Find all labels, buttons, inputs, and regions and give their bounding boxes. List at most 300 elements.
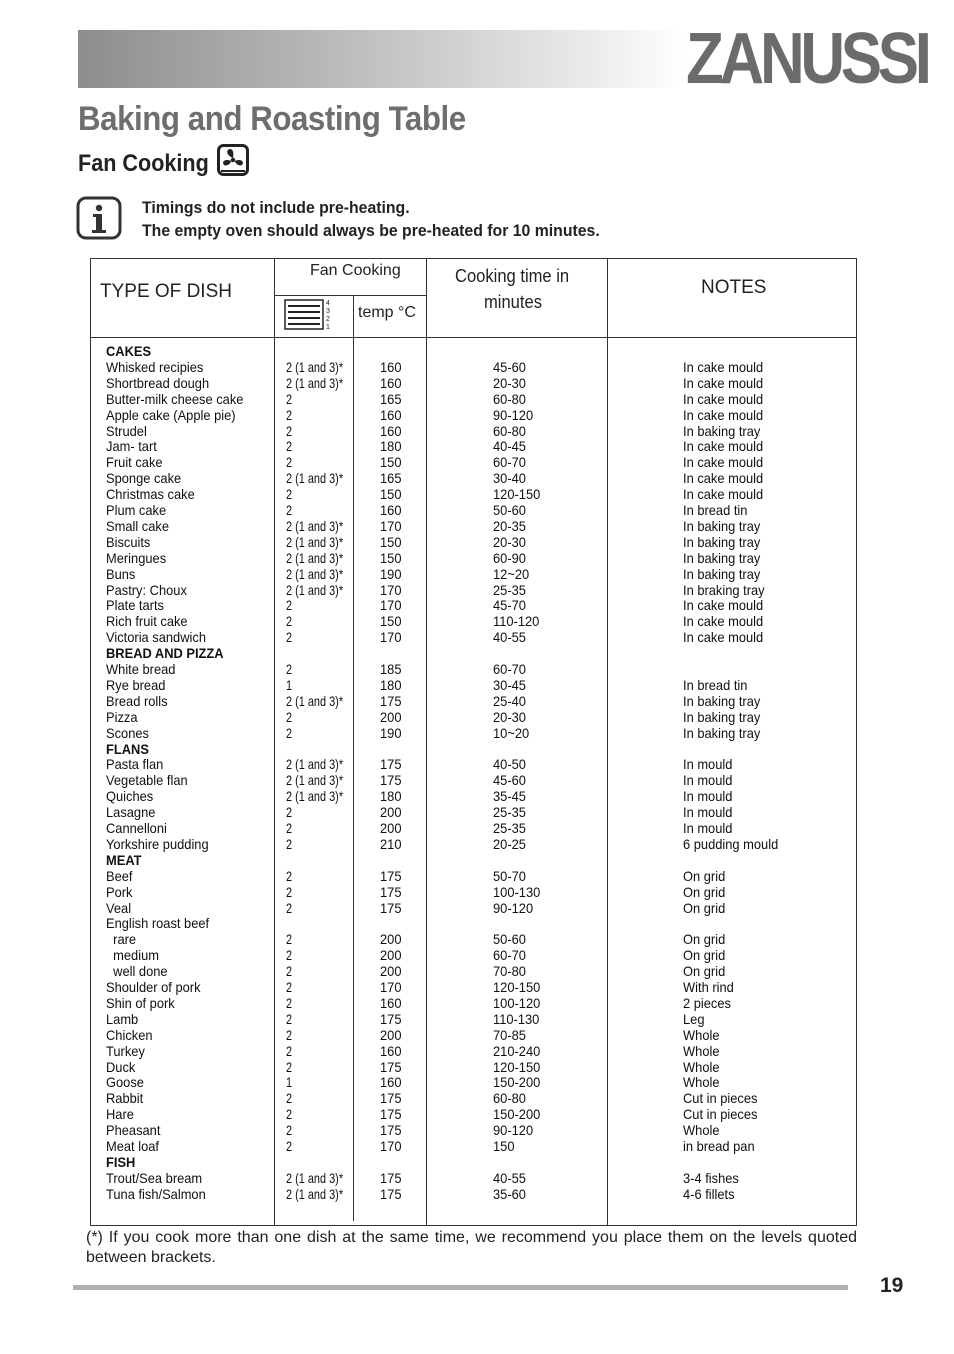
table-category-row xyxy=(0,1154,954,1170)
dish-cell: MEAT xyxy=(106,852,142,868)
dish-cell: Lasagne xyxy=(106,804,156,820)
level-cell: 2 xyxy=(286,931,293,947)
dish-cell: FLANS xyxy=(106,741,149,757)
time-cell: 100-120 xyxy=(493,995,541,1011)
temp-cell: 160 xyxy=(380,995,402,1011)
time-cell: 60-80 xyxy=(493,1090,526,1106)
time-cell: 20-30 xyxy=(493,534,526,550)
dish-cell: Meat loaf xyxy=(106,1138,159,1154)
dish-cell: medium xyxy=(106,947,159,963)
dish-cell: FISH xyxy=(106,1154,136,1170)
time-cell: 35-60 xyxy=(493,1186,526,1202)
level-cell: 2 xyxy=(286,963,293,979)
dish-cell: rare xyxy=(106,931,137,947)
level-cell: 2 xyxy=(286,1090,293,1106)
note-cell: In cake mould xyxy=(683,375,764,391)
time-cell: 45-60 xyxy=(493,359,526,375)
level-cell: 2 xyxy=(286,820,293,836)
time-cell: 30-45 xyxy=(493,677,526,693)
temp-cell: 150 xyxy=(380,486,402,502)
level-cell: 2 (1 and 3)* xyxy=(286,582,344,598)
time-cell: 10~20 xyxy=(493,725,530,741)
level-cell: 2 xyxy=(286,709,293,725)
temp-cell: 150 xyxy=(380,454,402,470)
table-row xyxy=(0,820,954,836)
fan-cooking-header-divider xyxy=(274,295,427,296)
note-cell: On grid xyxy=(683,884,726,900)
time-cell: 40-50 xyxy=(493,756,526,772)
note-cell: In braking tray xyxy=(683,582,765,598)
level-cell: 2 xyxy=(286,1043,293,1059)
note-cell: 4-6 fillets xyxy=(683,1186,735,1202)
table-row xyxy=(0,709,954,725)
level-cell: 2 xyxy=(286,995,293,1011)
note-cell: Whole xyxy=(683,1027,720,1043)
level-cell: 2 xyxy=(286,629,293,645)
table-row xyxy=(0,582,954,598)
note-cell: In bread tin xyxy=(683,677,748,693)
note-cell: Whole xyxy=(683,1043,720,1059)
table-row xyxy=(0,1074,954,1090)
shelf-level-number: 4 xyxy=(326,300,330,307)
temp-cell: 175 xyxy=(380,900,402,916)
note-cell: in bread pan xyxy=(683,1138,755,1154)
table-row xyxy=(0,550,954,566)
time-cell: 150-200 xyxy=(493,1106,541,1122)
temp-cell: 210 xyxy=(380,836,402,852)
time-cell: 60-70 xyxy=(493,661,526,677)
level-cell: 2 xyxy=(286,407,293,423)
table-row xyxy=(0,1043,954,1059)
temp-cell: 175 xyxy=(380,772,402,788)
table-row xyxy=(0,1138,954,1154)
time-cell: 70-80 xyxy=(493,963,526,979)
note-cell: In cake mould xyxy=(683,407,764,423)
level-cell: 2 (1 and 3)* xyxy=(286,550,344,566)
table-row xyxy=(0,1090,954,1106)
table-category-row xyxy=(0,741,954,757)
temp-cell: 165 xyxy=(380,391,402,407)
table-row xyxy=(0,502,954,518)
level-cell: 2 (1 and 3)* xyxy=(286,470,344,486)
temp-cell: 180 xyxy=(380,788,402,804)
table-category-row xyxy=(0,645,954,661)
level-cell: 2 (1 and 3)* xyxy=(286,772,344,788)
temp-cell: 180 xyxy=(380,438,402,454)
table-row xyxy=(0,423,954,439)
level-cell: 2 (1 and 3)* xyxy=(286,788,344,804)
table-row xyxy=(0,470,954,486)
level-cell: 2 xyxy=(286,1106,293,1122)
dish-cell: Pheasant xyxy=(106,1122,161,1138)
table-row xyxy=(0,788,954,804)
temp-cell: 200 xyxy=(380,963,402,979)
table-row xyxy=(0,534,954,550)
temp-cell: 190 xyxy=(380,566,402,582)
level-cell: 2 xyxy=(286,438,293,454)
dish-cell: Pasta flan xyxy=(106,756,164,772)
table-category-row xyxy=(0,852,954,868)
note-cell: 2 pieces xyxy=(683,995,731,1011)
temp-cell: 200 xyxy=(380,1027,402,1043)
table-row xyxy=(0,566,954,582)
time-cell: 20-30 xyxy=(493,375,526,391)
temp-cell: 175 xyxy=(380,1090,402,1106)
table-row xyxy=(0,931,954,947)
dish-cell: Quiches xyxy=(106,788,154,804)
note-cell: In cake mould xyxy=(683,359,764,375)
temp-cell: 200 xyxy=(380,947,402,963)
header-minutes: minutes xyxy=(484,292,542,312)
temp-cell: 200 xyxy=(380,820,402,836)
table-row xyxy=(0,772,954,788)
dish-cell: Chicken xyxy=(106,1027,153,1043)
temp-cell: 170 xyxy=(380,597,402,613)
level-cell: 2 (1 and 3)* xyxy=(286,566,344,582)
temp-cell: 200 xyxy=(380,709,402,725)
level-cell: 2 xyxy=(286,884,293,900)
level-cell: 2 xyxy=(286,423,293,439)
temp-cell: 175 xyxy=(380,1059,402,1075)
note-cell: In mould xyxy=(683,820,733,836)
dish-cell: Fruit cake xyxy=(106,454,163,470)
time-cell: 70-85 xyxy=(493,1027,526,1043)
note-cell: In baking tray xyxy=(683,550,761,566)
temp-cell: 175 xyxy=(380,1170,402,1186)
time-cell: 110-120 xyxy=(493,613,540,629)
table-row xyxy=(0,629,954,645)
level-cell: 2 (1 and 3)* xyxy=(286,1186,344,1202)
time-cell: 150 xyxy=(493,1138,515,1154)
dish-cell: Whisked recipies xyxy=(106,359,204,375)
note-cell: In cake mould xyxy=(683,454,764,470)
level-cell: 2 xyxy=(286,1011,293,1027)
time-cell: 25-35 xyxy=(493,804,526,820)
table-row xyxy=(0,661,954,677)
table-row xyxy=(0,836,954,852)
note-cell: On grid xyxy=(683,900,726,916)
table-row xyxy=(0,756,954,772)
level-cell: 1 xyxy=(286,677,293,693)
time-cell: 35-45 xyxy=(493,788,526,804)
note-cell: In bread tin xyxy=(683,502,748,518)
table-row xyxy=(0,359,954,375)
temp-cell: 175 xyxy=(380,868,402,884)
level-cell: 2 xyxy=(286,979,293,995)
temp-cell: 150 xyxy=(380,550,402,566)
temp-cell: 150 xyxy=(380,613,402,629)
time-cell: 60-70 xyxy=(493,947,526,963)
note-cell: In cake mould xyxy=(683,391,764,407)
info-icon xyxy=(76,196,122,240)
dish-cell: Rye bread xyxy=(106,677,166,693)
table-row xyxy=(0,884,954,900)
dish-cell: Yorkshire pudding xyxy=(106,836,209,852)
table-row xyxy=(0,677,954,693)
temp-cell: 170 xyxy=(380,582,402,598)
time-cell: 45-70 xyxy=(493,597,526,613)
temp-cell: 150 xyxy=(380,534,402,550)
table-row xyxy=(0,804,954,820)
dish-cell: Biscuits xyxy=(106,534,151,550)
temp-cell: 160 xyxy=(380,375,402,391)
dish-cell: BREAD AND PIZZA xyxy=(106,645,224,661)
temp-cell: 165 xyxy=(380,470,402,486)
time-cell: 210-240 xyxy=(493,1043,541,1059)
note-cell: Whole xyxy=(683,1074,720,1090)
dish-cell: White bread xyxy=(106,661,176,677)
time-cell: 25-40 xyxy=(493,693,526,709)
time-cell: 50-60 xyxy=(493,931,526,947)
temp-cell: 175 xyxy=(380,1011,402,1027)
dish-cell: Butter-milk cheese cake xyxy=(106,391,244,407)
header-notes: NOTES xyxy=(701,277,767,298)
dish-cell: Turkey xyxy=(106,1043,145,1059)
dish-cell: Goose xyxy=(106,1074,144,1090)
time-cell: 120-150 xyxy=(493,979,541,995)
table-row xyxy=(0,597,954,613)
temp-cell: 175 xyxy=(380,756,402,772)
table-row xyxy=(0,900,954,916)
page-number: 19 xyxy=(880,1274,904,1297)
dish-cell: Jam- tart xyxy=(106,438,157,454)
note-cell: 6 pudding mould xyxy=(683,836,779,852)
table-row xyxy=(0,693,954,709)
table-row xyxy=(0,868,954,884)
note-cell: In cake mould xyxy=(683,486,764,502)
time-cell: 40-55 xyxy=(493,629,526,645)
dish-cell: Plate tarts xyxy=(106,597,164,613)
dish-cell: Rabbit xyxy=(106,1090,144,1106)
header-cooking-time: Cooking time in xyxy=(455,266,570,286)
level-cell: 2 xyxy=(286,804,293,820)
level-cell: 2 xyxy=(286,900,293,916)
temp-cell: 170 xyxy=(380,1138,402,1154)
level-cell: 2 xyxy=(286,1122,293,1138)
temp-cell: 160 xyxy=(380,423,402,439)
time-cell: 90-120 xyxy=(493,407,534,423)
shelf-level-number: 3 xyxy=(326,308,330,315)
time-cell: 60-90 xyxy=(493,550,526,566)
level-cell: 2 (1 and 3)* xyxy=(286,1170,344,1186)
note-cell: In baking tray xyxy=(683,423,761,439)
note-cell: In baking tray xyxy=(683,518,761,534)
footnote: (*) If you cook more than one dish at the same time, we recommend you place them on the levels quoted between brackets. xyxy=(86,1229,857,1266)
temp-cell: 160 xyxy=(380,359,402,375)
section-subtitle: Fan Cooking xyxy=(78,150,209,177)
dish-cell: Hare xyxy=(106,1106,134,1122)
temp-cell: 160 xyxy=(380,1074,402,1090)
table-row xyxy=(0,375,954,391)
time-cell: 40-55 xyxy=(493,1170,526,1186)
temp-cell: 170 xyxy=(380,518,402,534)
note-cell: 3-4 fishes xyxy=(683,1170,739,1186)
time-cell: 100-130 xyxy=(493,884,541,900)
level-cell: 2 xyxy=(286,725,293,741)
level-cell: 2 xyxy=(286,1138,293,1154)
table-row xyxy=(0,1122,954,1138)
dish-cell: Veal xyxy=(106,900,132,916)
dish-cell: Apple cake (Apple pie) xyxy=(106,407,236,423)
dish-cell: Sponge cake xyxy=(106,470,182,486)
table-row xyxy=(0,1106,954,1122)
time-cell: 120-150 xyxy=(493,486,541,502)
header-fan-cooking: Fan Cooking xyxy=(310,262,401,279)
dish-cell: Rich fruit cake xyxy=(106,613,188,629)
temp-cell: 160 xyxy=(380,502,402,518)
temp-cell: 170 xyxy=(380,629,402,645)
table-header-divider xyxy=(90,337,857,338)
note-cell: With rind xyxy=(683,979,734,995)
temp-cell: 170 xyxy=(380,979,402,995)
temp-cell: 175 xyxy=(380,884,402,900)
level-cell: 2 xyxy=(286,947,293,963)
dish-cell: Shortbread dough xyxy=(106,375,210,391)
time-cell: 45-60 xyxy=(493,772,526,788)
note-cell: Cut in pieces xyxy=(683,1106,758,1122)
dish-cell: Pork xyxy=(106,884,133,900)
table-row xyxy=(0,963,954,979)
note-cell: In cake mould xyxy=(683,597,764,613)
note-cell: In cake mould xyxy=(683,470,764,486)
header-gradient-bar xyxy=(78,30,686,88)
oven-shelf-levels-icon xyxy=(284,298,336,332)
temp-cell: 160 xyxy=(380,407,402,423)
table-row xyxy=(0,995,954,1011)
time-cell: 50-60 xyxy=(493,502,526,518)
time-cell: 60-80 xyxy=(493,423,526,439)
temp-cell: 200 xyxy=(380,931,402,947)
dish-cell: Lamb xyxy=(106,1011,139,1027)
brand-logo: ZANUSSI xyxy=(686,19,928,99)
note-cell: In mould xyxy=(683,756,733,772)
dish-cell: Victoria sandwich xyxy=(106,629,206,645)
temp-cell: 175 xyxy=(380,693,402,709)
dish-cell: English roast beef xyxy=(106,915,210,931)
level-cell: 2 xyxy=(286,836,293,852)
time-cell: 150-200 xyxy=(493,1074,541,1090)
level-cell: 2 (1 and 3)* xyxy=(286,534,344,550)
level-cell: 2 (1 and 3)* xyxy=(286,375,344,391)
time-cell: 50-70 xyxy=(493,868,526,884)
shelf-level-number: 2 xyxy=(326,316,330,323)
note-cell: Cut in pieces xyxy=(683,1090,758,1106)
dish-cell: Plum cake xyxy=(106,502,167,518)
time-cell: 20-25 xyxy=(493,836,526,852)
dish-cell: Cannelloni xyxy=(106,820,167,836)
time-cell: 120-150 xyxy=(493,1059,541,1075)
table-row xyxy=(0,725,954,741)
note-cell: On grid xyxy=(683,868,726,884)
temp-cell: 175 xyxy=(380,1186,402,1202)
level-cell: 2 xyxy=(286,613,293,629)
info-note-preheat-time: The empty oven should always be pre-heated for 10 minutes. xyxy=(142,221,600,240)
note-cell: On grid xyxy=(683,947,726,963)
dish-cell: Meringues xyxy=(106,550,167,566)
page-title: Baking and Roasting Table xyxy=(78,100,466,138)
level-cell: 2 (1 and 3)* xyxy=(286,693,344,709)
dish-cell: Pastry: Choux xyxy=(106,582,187,598)
table-row xyxy=(0,1170,954,1186)
level-cell: 2 (1 and 3)* xyxy=(286,518,344,534)
note-cell: In cake mould xyxy=(683,438,764,454)
level-cell: 2 xyxy=(286,454,293,470)
time-cell: 60-80 xyxy=(493,391,526,407)
time-cell: 25-35 xyxy=(493,820,526,836)
dish-cell: Beef xyxy=(106,868,133,884)
time-cell: 90-120 xyxy=(493,900,534,916)
time-cell: 20-35 xyxy=(493,518,526,534)
time-cell: 90-120 xyxy=(493,1122,534,1138)
time-cell: 12~20 xyxy=(493,566,530,582)
level-cell: 2 xyxy=(286,868,293,884)
level-cell: 1 xyxy=(286,1074,293,1090)
level-cell: 2 xyxy=(286,486,293,502)
temp-cell: 185 xyxy=(380,661,402,677)
dish-cell: CAKES xyxy=(106,343,152,359)
dish-cell: Christmas cake xyxy=(106,486,195,502)
header-temp: temp °C xyxy=(358,304,416,321)
note-cell: Whole xyxy=(683,1059,720,1075)
dish-cell: Strudel xyxy=(106,423,147,439)
note-cell: In cake mould xyxy=(683,613,764,629)
temp-cell: 180 xyxy=(380,677,402,693)
info-note-preheating: Timings do not include pre-heating. xyxy=(142,198,410,217)
time-cell: 20-30 xyxy=(493,709,526,725)
time-cell: 110-130 xyxy=(493,1011,540,1027)
table-row xyxy=(0,407,954,423)
level-cell: 2 xyxy=(286,661,293,677)
level-cell: 2 (1 and 3)* xyxy=(286,756,344,772)
temp-cell: 160 xyxy=(380,1043,402,1059)
time-cell: 60-70 xyxy=(493,454,526,470)
note-cell: On grid xyxy=(683,963,726,979)
table-row xyxy=(0,979,954,995)
table-row xyxy=(0,486,954,502)
table-row xyxy=(0,1059,954,1075)
note-cell: In mould xyxy=(683,788,733,804)
dish-cell: Buns xyxy=(106,566,136,582)
note-cell: Leg xyxy=(683,1011,705,1027)
fan-cooking-icon xyxy=(217,144,249,176)
dish-cell: Tuna fish/Salmon xyxy=(106,1186,206,1202)
level-cell: 2 (1 and 3)* xyxy=(286,359,344,375)
table-row xyxy=(0,613,954,629)
table-row xyxy=(0,1186,954,1202)
footer-bar xyxy=(73,1285,848,1290)
dish-cell: Shoulder of pork xyxy=(106,979,201,995)
note-cell: In baking tray xyxy=(683,725,761,741)
note-cell: In mould xyxy=(683,772,733,788)
time-cell: 25-35 xyxy=(493,582,526,598)
note-cell: On grid xyxy=(683,931,726,947)
table-row xyxy=(0,391,954,407)
dish-cell: Shin of pork xyxy=(106,995,175,1011)
table-row xyxy=(0,915,954,931)
temp-cell: 175 xyxy=(380,1122,402,1138)
time-cell: 30-40 xyxy=(493,470,526,486)
note-cell: Whole xyxy=(683,1122,720,1138)
note-cell: In baking tray xyxy=(683,534,761,550)
table-row xyxy=(0,454,954,470)
dish-cell: Trout/Sea bream xyxy=(106,1170,203,1186)
table-row xyxy=(0,438,954,454)
dish-cell: well done xyxy=(106,963,168,979)
dish-cell: Bread rolls xyxy=(106,693,168,709)
table-row xyxy=(0,518,954,534)
dish-cell: Scones xyxy=(106,725,149,741)
note-cell: In cake mould xyxy=(683,629,764,645)
